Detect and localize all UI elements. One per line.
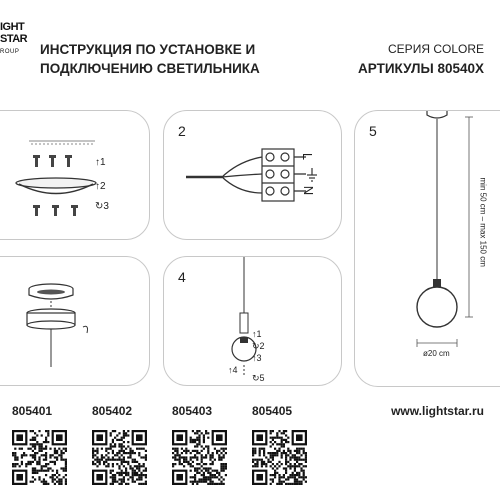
step-panel-3 (0, 256, 150, 386)
step-panel-2 (163, 110, 342, 240)
qr-code (12, 430, 72, 486)
step-number: 4 (178, 269, 186, 285)
article-805401: 805401 (12, 404, 53, 418)
article-805405: 805405 (252, 404, 293, 418)
qr-code (172, 430, 232, 486)
article-list: АРТИКУЛЫ 80540X (358, 61, 484, 76)
website-url: www.lightstar.ru (391, 404, 484, 418)
globe-assembly-diagram (164, 257, 341, 385)
logo-line-3: ROUP (0, 49, 20, 55)
logo-line-2: STAR (0, 33, 28, 45)
step-marker-2: ↻2 (252, 341, 265, 351)
step-panel-1 (0, 110, 150, 240)
step-panel-5 (354, 110, 500, 387)
wire-label-n: N (301, 185, 317, 196)
canopy-diagram (0, 257, 149, 385)
article-805402: 805402 (92, 404, 133, 418)
diameter-label: ø20 cm (423, 349, 450, 358)
step-marker-1: ↑1 (95, 157, 106, 168)
step-marker-1: ↑1 (252, 329, 262, 339)
title-line-2: ПОДКЛЮЧЕНИЮ СВЕТИЛЬНИКА (40, 61, 260, 76)
qr-code (92, 430, 152, 486)
lightstar-logo (0, 21, 28, 82)
step-number: 2 (178, 123, 186, 139)
qr-code (252, 430, 312, 486)
step-panel-4 (163, 256, 342, 386)
logo-line-1: IGHT (0, 21, 25, 33)
wire-label-l: L (300, 152, 316, 161)
article-805403: 805403 (172, 404, 213, 418)
wiring-diagram (164, 111, 341, 239)
step-marker-4: ↑4 (228, 365, 238, 375)
instruction-title (40, 40, 260, 78)
title-line-1: ИНСТРУКЦИЯ ПО УСТАНОВКЕ И (40, 42, 256, 57)
step-marker-5: ↻5 (252, 373, 265, 383)
terminal-block-icon (262, 149, 294, 201)
screw-icon (33, 155, 72, 167)
step-marker-3: ↻3 (95, 201, 109, 212)
series-block (358, 40, 484, 78)
series-name: СЕРИЯ COLORE (388, 42, 484, 56)
step-marker-2: ↑2 (95, 181, 106, 192)
ground-icon (307, 168, 317, 181)
height-label: min 50 cm – max 150 cm (478, 177, 488, 267)
step-marker-3: ↑3 (252, 353, 262, 363)
mounting-diagram (0, 111, 149, 239)
step-number: 5 (369, 123, 377, 139)
